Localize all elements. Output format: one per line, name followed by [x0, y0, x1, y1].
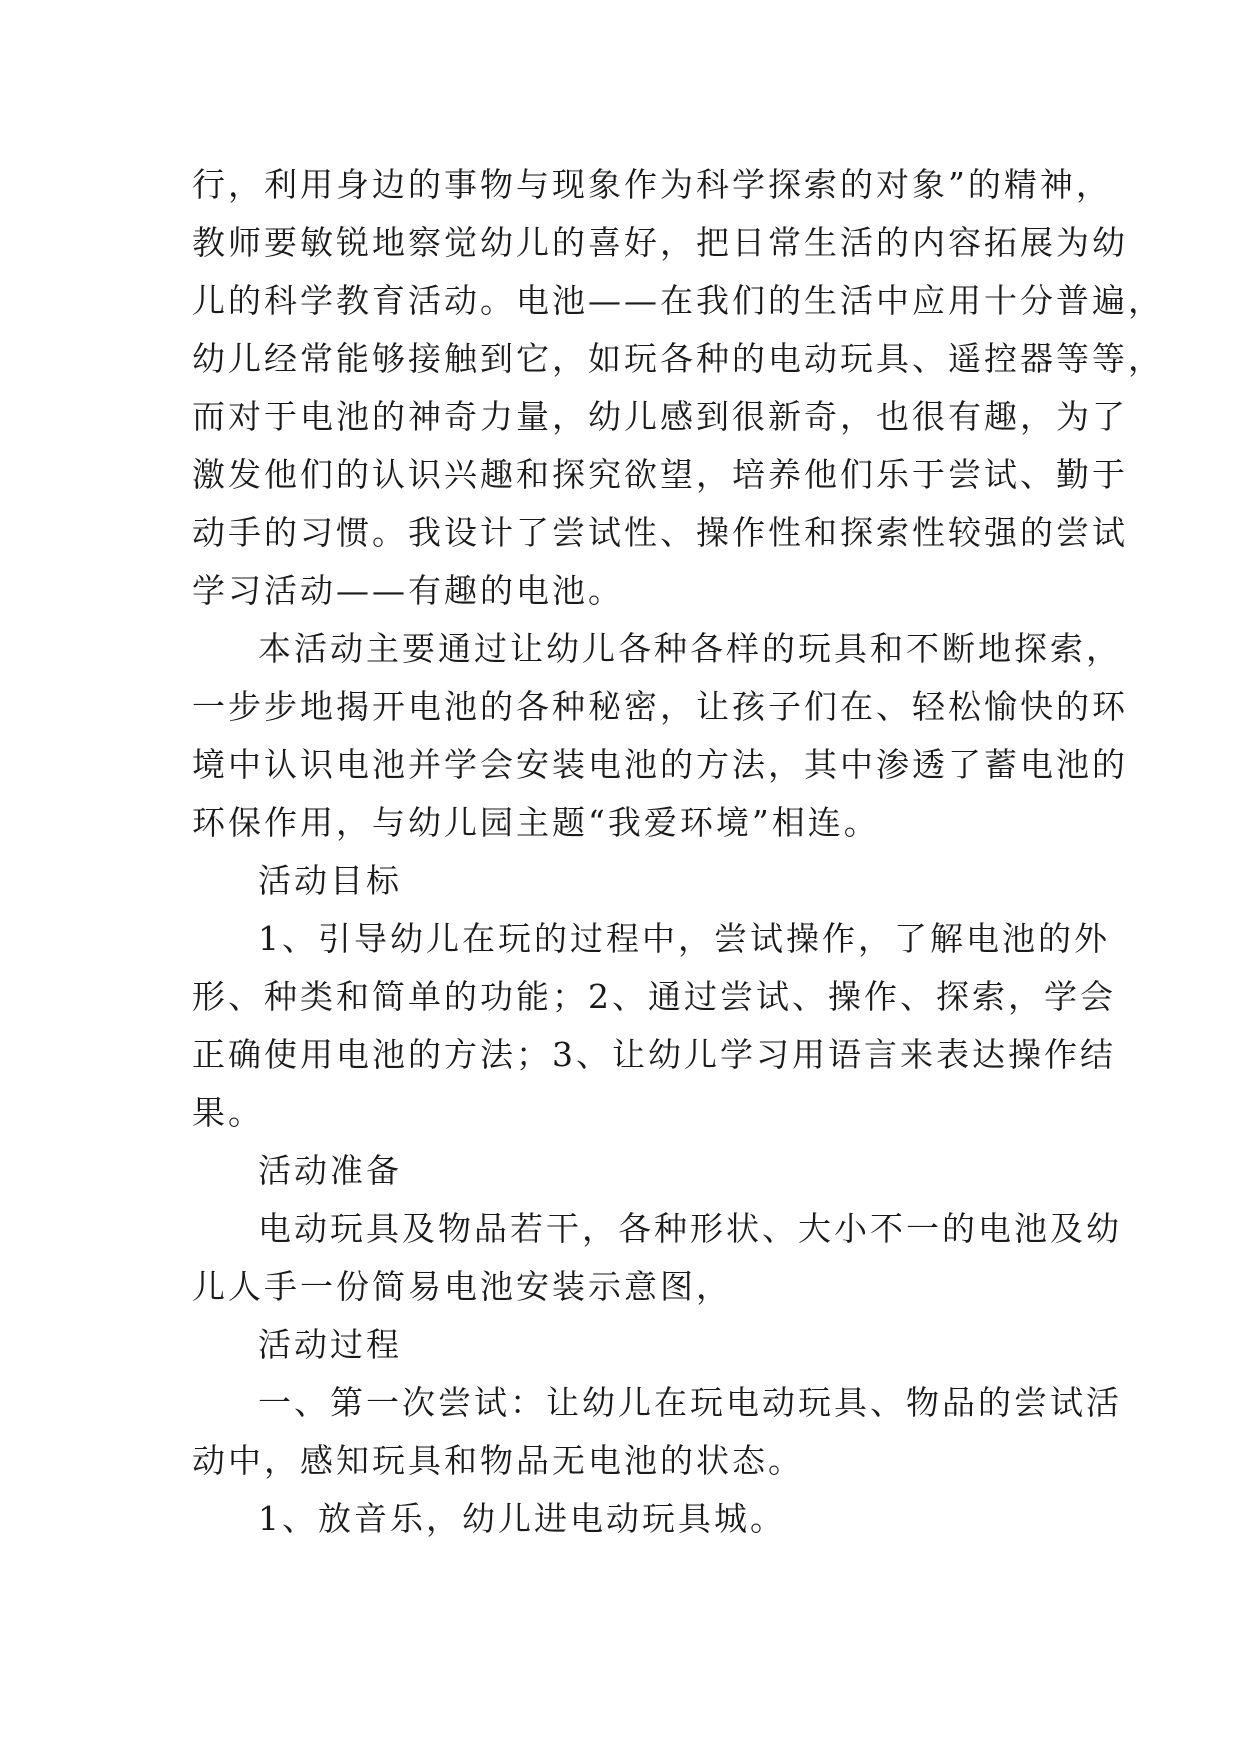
text-line: 动中，感知玩具和物品无电池的状态。 — [192, 1441, 804, 1480]
section-heading-preparation: 活动准备 — [258, 1151, 402, 1190]
paragraph-start: 1、引导幼儿在玩的过程中，尝试操作，了解电池的外 — [258, 919, 1110, 958]
text-line: 形、种类和简单的功能；2、通过尝试、操作、探索，学会 — [192, 977, 1116, 1016]
text-line: 正确使用电池的方法；3、让幼儿学习用语言来表达操作结 — [192, 1035, 1116, 1074]
paragraph-start: 一、第一次尝试：让幼儿在玩电动玩具、物品的尝试活 — [258, 1383, 1122, 1422]
text-line: 幼儿经常能够接触到它，如玩各种的电动玩具、遥控器等等， — [192, 339, 1164, 378]
text-line: 而对于电池的神奇力量，幼儿感到很新奇，也很有趣，为了 — [192, 397, 1128, 436]
paragraph-start: 电动玩具及物品若干，各种形状、大小不一的电池及幼 — [258, 1209, 1122, 1248]
text-line: 学习活动——有趣的电池。 — [192, 571, 624, 610]
text-line: 境中认识电池并学会安装电池的方法，其中渗透了蓄电池的 — [192, 745, 1128, 784]
text-line: 环保作用，与幼儿园主题“我爱环境”相连。 — [192, 803, 880, 842]
section-heading-process: 活动过程 — [258, 1325, 402, 1364]
paragraph-start: 1、放音乐，幼儿进电动玩具城。 — [258, 1499, 786, 1538]
paragraph-start: 本活动主要通过让幼儿各种各样的玩具和不断地探索， — [258, 629, 1122, 668]
text-line: 儿的科学教育活动。电池——在我们的生活中应用十分普遍， — [192, 281, 1164, 320]
section-heading-goals: 活动目标 — [258, 861, 402, 900]
text-line: 果。 — [192, 1093, 264, 1132]
text-line: 行，利用身边的事物与现象作为科学探索的对象”的精神， — [192, 165, 1112, 204]
text-line: 儿人手一份简易电池安装示意图， — [192, 1267, 732, 1306]
text-line: 教师要敏锐地察觉幼儿的喜好，把日常生活的内容拓展为幼 — [192, 223, 1128, 262]
text-line: 一步步地揭开电池的各种秘密，让孩子们在、轻松愉快的环 — [192, 687, 1128, 726]
text-line: 动手的习惯。我设计了尝试性、操作性和探索性较强的尝试 — [192, 513, 1128, 552]
text-line: 激发他们的认识兴趣和探究欲望，培养他们乐于尝试、勤于 — [192, 455, 1128, 494]
